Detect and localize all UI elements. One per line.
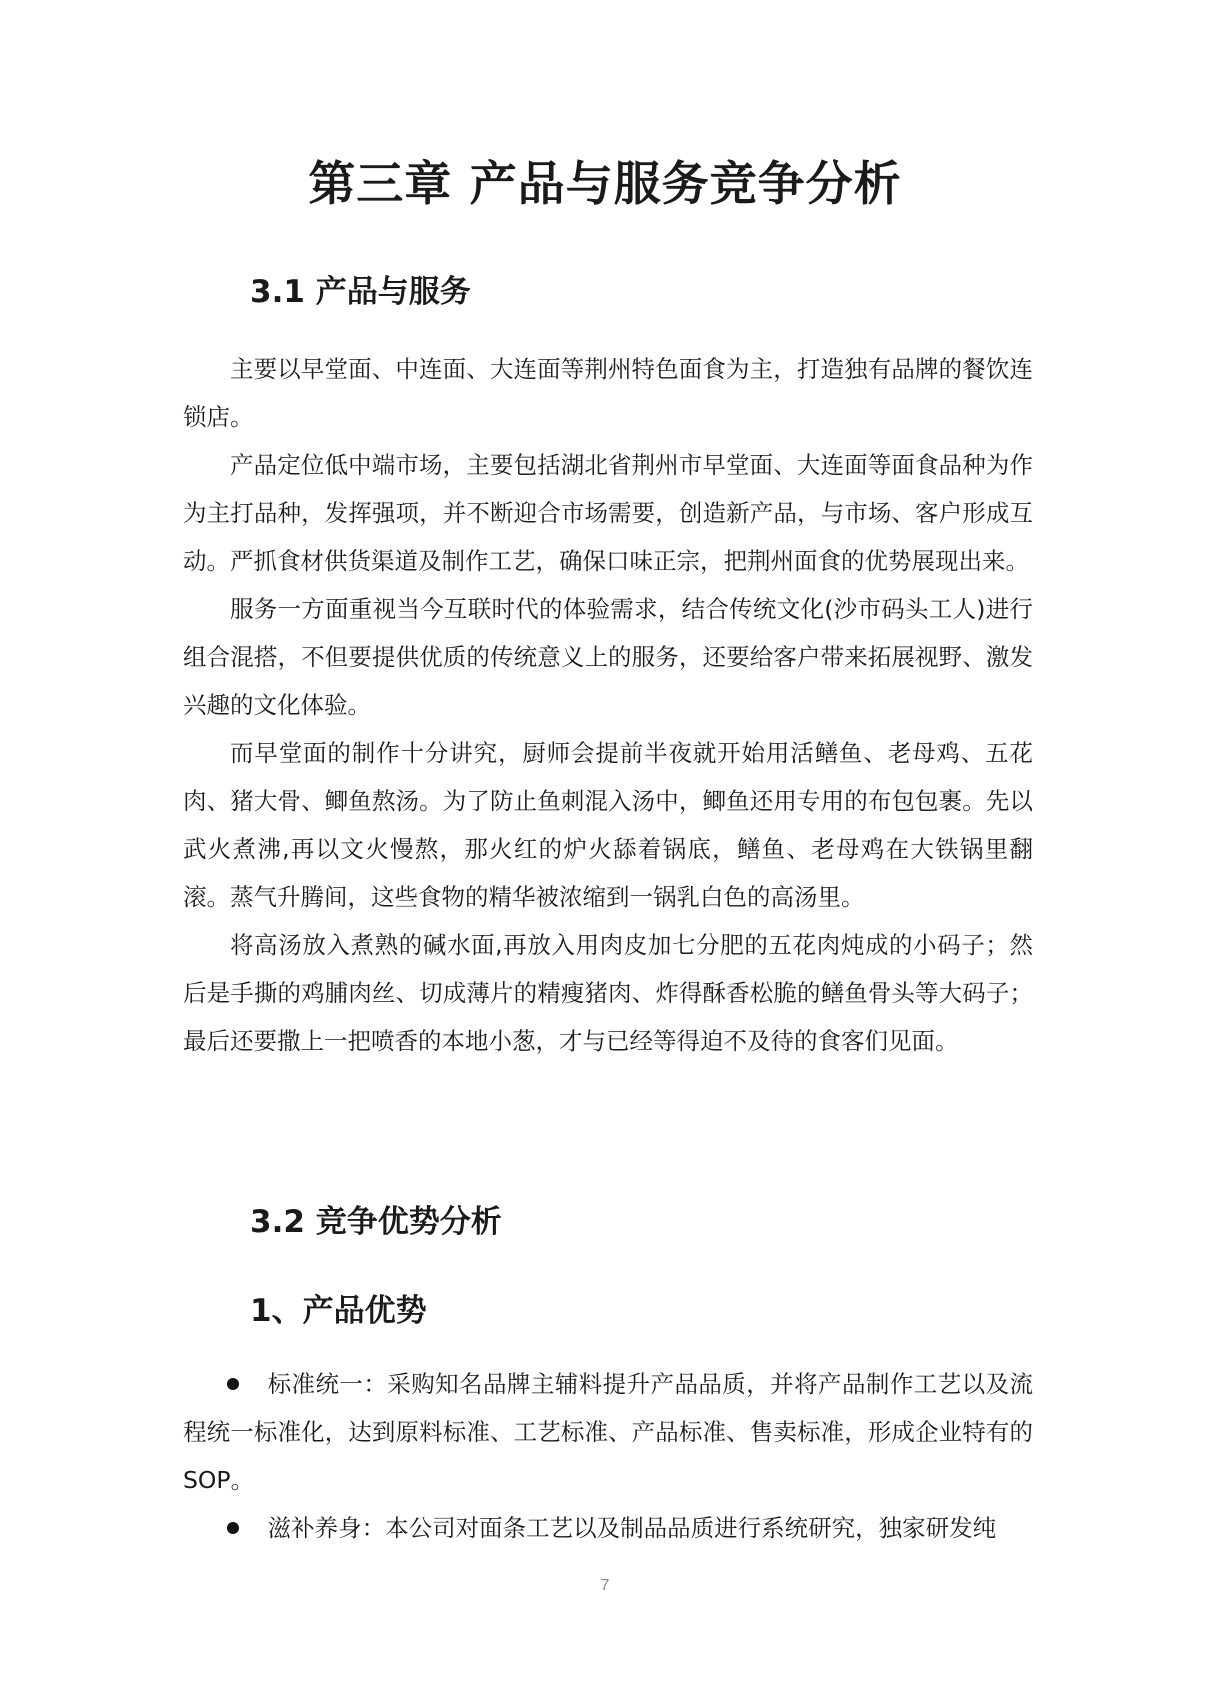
list-item-text: 滋补养身：本公司对面条工艺以及制品品质进行系统研究，独家研发纯 [267, 1514, 997, 1542]
paragraph: 服务一方面重视当今互联时代的体验需求，结合传统文化(沙市码头工人)进行组合混搭，不但要提供优质的传统意义上的服务，还要给客户带来拓展视野、激发兴趣的文化体验。 [183, 595, 1033, 719]
paragraph: 主要以早堂面、中连面、大连面等荆州特色面食为主，打造独有品牌的餐饮连锁店。 [183, 355, 1033, 431]
bullet-icon [227, 1522, 239, 1534]
advantage-list [183, 1360, 1033, 1552]
list-item [183, 1504, 1033, 1552]
section-3-1-heading: 3.1 产品与服务 [250, 274, 471, 310]
section-3-1-body [183, 345, 1033, 1065]
product-advantage-heading: 1、产品优势 [250, 1293, 427, 1329]
page-number: 7 [600, 1577, 610, 1594]
list-item [183, 1360, 1033, 1504]
section-3-2-heading: 3.2 竞争优势分析 [250, 1204, 502, 1240]
bullet-icon [227, 1378, 239, 1390]
chapter-title: 第三章 产品与服务竞争分析 [308, 157, 902, 212]
list-item-text: 标准统一：采购知名品牌主辅料提升产品品质，并将产品制作工艺以及流程统一标准化，达到原料标准、工艺标准、产品标准、售卖标准，形成企业特有的 SOP。 [183, 1370, 1033, 1494]
paragraph: 将高汤放入煮熟的碱水面,再放入用肉皮加七分肥的五花肉炖成的小码子；然后是手撕的鸡脯肉丝、切成薄片的精瘦猪肉、炸得酥香松脆的鳝鱼骨头等大码子；最后还要撒上一把喷香的本地小葱，才与已经等得迫不及待的食客们见面。 [183, 931, 1033, 1055]
paragraph: 产品定位低中端市场，主要包括湖北省荆州市早堂面、大连面等面食品种为作为主打品种，发挥强项，并不断迎合市场需要，创造新产品，与市场、客户形成互动。严抓食材供货渠道及制作工艺，确保口味正宗，把荆州面食的优势展现出来。 [183, 451, 1033, 575]
paragraph: 而早堂面的制作十分讲究，厨师会提前半夜就开始用活鳝鱼、老母鸡、五花肉、猪大骨、鲫鱼熬汤。为了防止鱼刺混入汤中，鲫鱼还用专用的布包包裹。先以武火煮沸,再以文火慢熬，那火红的炉火舔着锅底，鳝鱼、老母鸡在大铁锅里翻滚。蒸气升腾间，这些食物的精华被浓缩到一锅乳白色的高汤里。 [183, 739, 1033, 911]
